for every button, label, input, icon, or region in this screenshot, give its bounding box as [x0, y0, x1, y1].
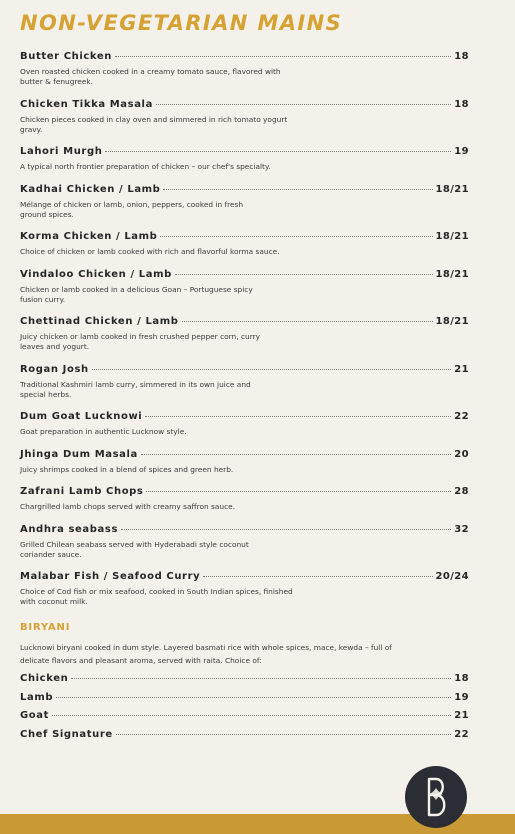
dot-leader — [92, 369, 452, 370]
menu-item-description: Juicy chicken or lamb cooked in fresh crushed pepper corn, curry leaves and yogurt. — [20, 332, 261, 351]
biryani-option-name: Goat — [20, 710, 50, 721]
menu-item-description: Mélange of chicken or lamb, onion, peppers, cooked in fresh ground spices. — [20, 199, 244, 219]
biryani-option — [20, 673, 469, 686]
menu-item-name: Jhinga Dum Masala — [20, 448, 138, 460]
biryani-option-price: 19 — [454, 691, 469, 703]
menu-item-name: Dum Goat Lucknowi — [20, 411, 143, 422]
menu-item — [20, 99, 469, 135]
menu-item-name: Zafrani Lamb Chops — [20, 486, 144, 497]
menu-item — [20, 411, 469, 437]
menu-item — [20, 486, 469, 512]
menu-item-row — [20, 231, 469, 244]
biryani-option — [20, 729, 469, 742]
menu-item-description: Chicken pieces cooked in clay oven and simmered in rich tomato yogurt gravy. — [20, 114, 288, 134]
dot-leader — [160, 236, 432, 237]
menu-item-price: 20/24 — [435, 571, 469, 582]
dot-leader — [175, 274, 433, 275]
menu-item-price: 19 — [454, 146, 469, 157]
menu-item-price: 22 — [454, 411, 469, 422]
biryani-option-name: Lamb — [20, 691, 54, 703]
dot-leader — [105, 151, 451, 152]
menu-item-price: 18/21 — [435, 316, 469, 327]
dot-leader — [141, 454, 451, 455]
menu-item-price: 28 — [454, 486, 469, 497]
menu-item-row — [20, 364, 469, 377]
dot-leader — [145, 416, 451, 417]
biryani-option-price: 21 — [454, 710, 469, 721]
menu-item-price: 18/21 — [435, 268, 469, 280]
menu-item-description: Choice of Cod fish or mix seafood, cooked in South Indian spices, finished with coconut milk. — [20, 587, 293, 606]
menu-item — [20, 269, 469, 305]
biryani-option-price: 18 — [454, 673, 469, 684]
biryani-option-name: Chicken — [20, 673, 69, 684]
menu-item-price: 18 — [454, 98, 469, 110]
menu-item-description: Oven roasted chicken cooked in a creamy tomato sauce, flavored with butter & fenugreek. — [20, 67, 281, 86]
menu-item-row — [20, 146, 469, 159]
menu-item-name: Chicken Tikka Masala — [20, 98, 153, 110]
menu-item-description: Traditional Kashmiri lamb curry, simmered in its own juice and special herbs. — [20, 379, 251, 399]
menu-item-description: Chargrilled lamb chops served with creamy saffron sauce. — [20, 502, 236, 511]
menu-item-price: 18 — [454, 51, 469, 62]
menu-item — [20, 449, 469, 475]
menu-item-name: Andhra seabass — [20, 523, 118, 535]
dot-leader — [146, 491, 451, 492]
menu-item-name: Chettinad Chicken / Lamb — [20, 316, 179, 327]
menu-item — [20, 364, 469, 400]
brand-logo — [405, 766, 467, 828]
dot-leader — [182, 321, 433, 322]
menu-item-price: 20 — [454, 448, 469, 460]
menu-item-row — [20, 184, 469, 197]
menu-item-row — [20, 411, 469, 424]
dot-leader — [116, 734, 452, 735]
menu-item-name: Malabar Fish / Seafood Curry — [20, 571, 201, 582]
b-monogram-icon — [416, 775, 456, 819]
dot-leader — [163, 189, 432, 190]
menu-item-row — [20, 524, 469, 537]
menu-item — [20, 316, 469, 352]
menu-item-name: Rogan Josh — [20, 363, 89, 375]
menu-item-price: 32 — [454, 523, 469, 535]
biryani-description: Lucknowi biryani cooked in dum style. Layered basmati rice with whole spices, mace, kewda – full of delicate flavors and pleasant aroma, served with raita. Choice of: — [20, 643, 392, 665]
biryani-section — [20, 622, 469, 747]
menu-item-description: A typical north frontier preparation of chicken – our chef's specialty. — [20, 162, 271, 171]
menu-item — [20, 571, 469, 607]
menu-item-description: Juicy shrimps cooked in a blend of spices and green herb. — [20, 464, 234, 474]
menu-item-description: Choice of chicken or lamb cooked with rich and flavorful korma sauce. — [20, 247, 280, 256]
menu-item-row — [20, 571, 469, 584]
section-title: BIRYANI — [20, 622, 71, 633]
menu-item-row — [20, 51, 469, 64]
dot-leader — [121, 529, 451, 530]
dot-leader — [203, 576, 432, 577]
menu-item-name: Korma Chicken / Lamb — [20, 231, 158, 242]
menu-item-description: Chicken or lamb cooked in a delicious Goan – Portuguese spicy fusion curry. — [20, 284, 253, 304]
menu-item-price: 18/21 — [435, 183, 469, 195]
biryani-option-name: Chef Signature — [20, 728, 113, 740]
menu-item-price: 18/21 — [435, 231, 469, 242]
mains-list — [20, 51, 469, 619]
menu-item — [20, 146, 469, 172]
dot-leader — [115, 56, 451, 57]
dot-leader — [52, 715, 451, 716]
dot-leader — [56, 697, 451, 698]
menu-item-row — [20, 486, 469, 499]
menu-item — [20, 524, 469, 560]
menu-item-name: Vindaloo Chicken / Lamb — [20, 268, 172, 280]
menu-item — [20, 231, 469, 257]
menu-item-row — [20, 269, 469, 282]
menu-item — [20, 184, 469, 220]
biryani-option-price: 22 — [454, 728, 469, 740]
dot-leader — [71, 678, 451, 679]
menu-item-description: Grilled Chilean seabass served with Hyderabadi style coconut coriander sauce. — [20, 539, 249, 559]
menu-item-description: Goat preparation in authentic Lucknow style. — [20, 427, 187, 436]
menu-item-name: Butter Chicken — [20, 51, 112, 62]
menu-item — [20, 51, 469, 87]
menu-item-row — [20, 449, 469, 462]
biryani-option — [20, 692, 469, 705]
menu-item-row — [20, 316, 469, 329]
dot-leader — [156, 104, 451, 105]
menu-item-name: Kadhai Chicken / Lamb — [20, 183, 161, 195]
biryani-option — [20, 710, 469, 723]
page-title: NON-VEGETARIAN MAINS — [20, 11, 343, 35]
menu-item-price: 21 — [454, 363, 469, 375]
menu-item-name: Lahori Murgh — [20, 146, 103, 157]
menu-item-row — [20, 99, 469, 112]
